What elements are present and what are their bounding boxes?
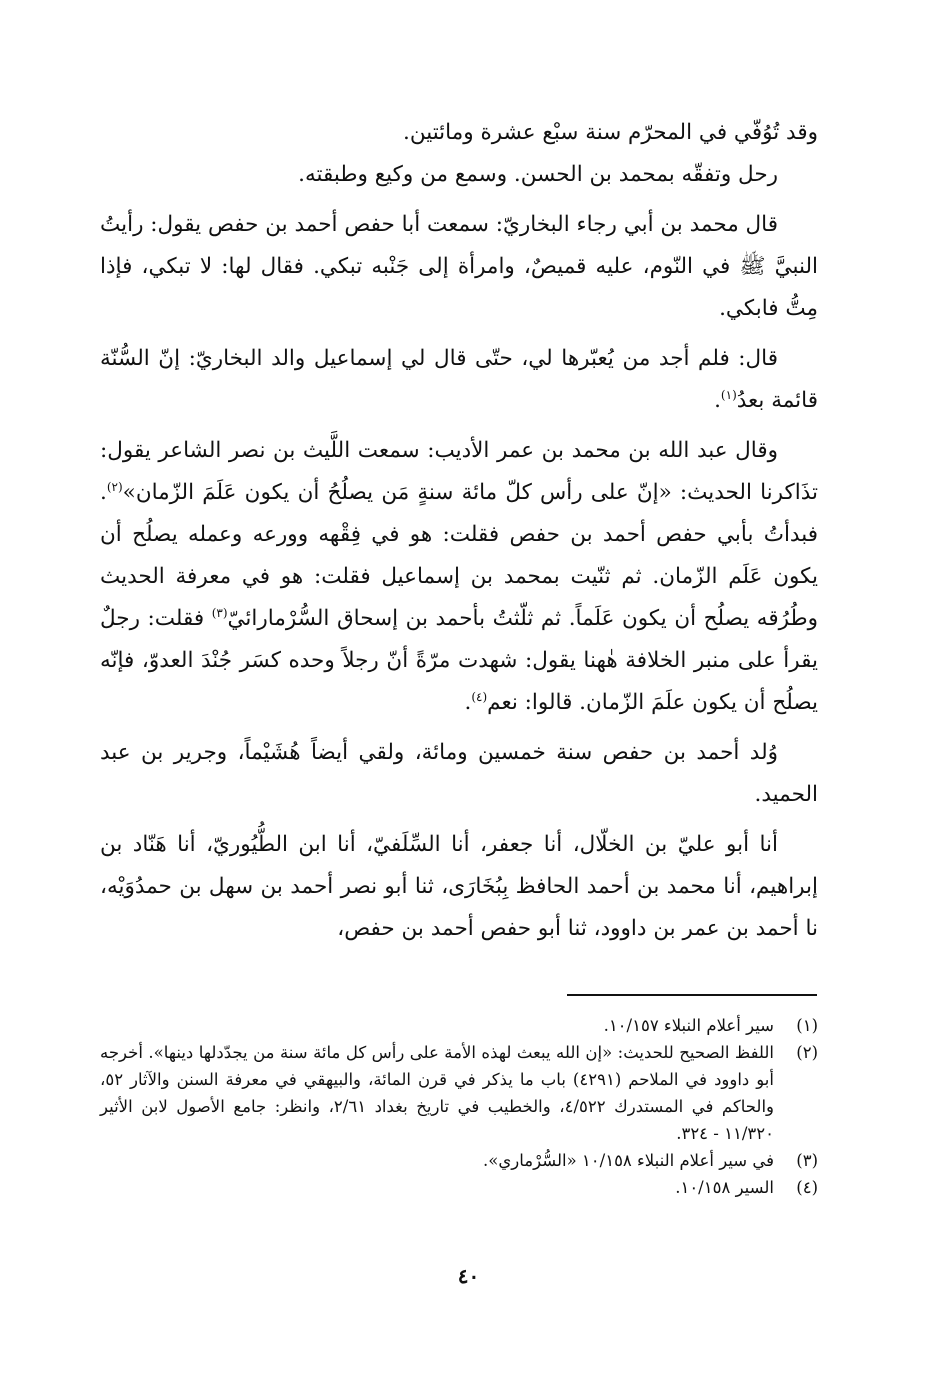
paragraph-4-end: . [714, 388, 721, 413]
paragraph-2 [100, 154, 818, 196]
footnote-ref-2: (٢) [106, 479, 123, 494]
footnote-1 [100, 1012, 818, 1039]
footnote-number: (١) [796, 1016, 818, 1035]
paragraph-2-text: رحل وتفقّه بمحمد بن الحسن. وسمع من وكيع وطبقته. [298, 162, 778, 187]
footnote-3 [100, 1147, 818, 1174]
footnotes [100, 1012, 818, 1201]
paragraph-6-text: وُلد أحمد بن حفص سنة خمسين ومائة، ولقي أيضاً هُشَيْماً، وجرير بن عبد الحميد. [100, 740, 818, 807]
paragraph-1-text: وقد تُوُفّي في المحرّم سنة سبْع عشرة ومائتين. [403, 120, 818, 145]
paragraph-5 [100, 430, 818, 724]
paragraph-5-end: . [464, 690, 472, 715]
paragraph-3 [100, 204, 818, 330]
paragraph-5-text-c: فقلت: رجلٌ يقرأ على منبر الخلافة هٰهنا يقول: شهدت مرّةً أنّ رجلاً وحده كسَر جُنْدَ العدوّ، فإنّه يصلُح أن يكون علَمَ الزّمان. قالوا: نعم [100, 606, 818, 715]
footnote-4 [100, 1174, 818, 1201]
footnote-number: (٣) [796, 1151, 818, 1170]
footnote-number: (٤) [796, 1178, 818, 1197]
footnote-text: السير ١٠/١٥٨. [675, 1178, 774, 1197]
footnote-text: في سير أعلام النبلاء ١٠/١٥٨ «السُّرْماري». [483, 1151, 774, 1170]
footnote-2 [100, 1039, 818, 1147]
main-text [100, 112, 818, 958]
paragraph-6 [100, 732, 818, 816]
footnote-ref-4: (٤) [471, 689, 488, 704]
footnote-divider [567, 994, 817, 996]
paragraph-1 [100, 112, 818, 154]
page-number: ٤٠ [457, 1264, 480, 1288]
footnote-number: (٢) [796, 1043, 818, 1062]
paragraph-7 [100, 824, 818, 950]
paragraph-4 [100, 338, 818, 422]
footnote-text: سير أعلام النبلاء ١٠/١٥٧. [603, 1016, 774, 1035]
footnote-ref-1: (١) [720, 387, 737, 402]
paragraph-4-text: قال: فلم أجد من يُعبّرها لي، حتّى قال لي إسماعيل والد البخاريّ: إنّ السُّنّة قائمة بعدُ [100, 346, 818, 413]
paragraph-5-text-b: . فبدأتُ بأبي حفص أحمد بن حفص فقلت: هو في فِقْهه وورعه وعمله يصلُح أن يكون عَلَم الزّمان. ثم ثنّيت بمحمد بن إسماعيل فقلت: هو في معرفة الحديث وطُرُقه يصلُح أن يكون عَلَماً. ثم ثلّثتُ بأحمد بن إسحاق السُّرْمارائيّ [100, 480, 818, 631]
paragraph-5-text-a: وقال عبد الله بن محمد بن عمر الأديب: سمعت اللَّيث بن نصر الشاعر يقول: تذَاكرنا الحديث: «إنّ على رأس كلّ مائة سنةٍ مَن يصلُحُ أن يكون عَلَمَ الزّمان» [100, 438, 818, 505]
paragraph-7-text: أنا أبو عليّ بن الخلّال، أنا جعفر، أنا السِّلَفيّ، أنا ابن الطُّيُوريّ، أنا هَنّاد بن إبراهيم، أنا محمد بن أحمد الحافظ بِبُخَارَى، ثنا أبو نصر أحمد بن سهل بن حمدُوَيْه، نا أحمد بن عمر بن داوود، ثنا أبو حفص أحمد بن حفص، [100, 832, 818, 941]
footnote-text: اللفظ الصحيح للحديث: «إن الله يبعث لهذه الأمة على رأس كل مائة سنة من يجدّدلها دينها». أخرجه أبو داوود في الملاحم (٤٢٩١) باب ما يذكر في قرن المائة، والبيهقي في معرفة السنن والآثار ٥٢، والحاكم في المستدرك ٤/٥٢٢، والخطيب في تاريخ بغداد ٢/٦١، وانظر: جامع الأصول لابن الأثير ١١/٣٢٠ - ٣٢٤. [100, 1043, 774, 1143]
paragraph-3-text: قال محمد بن أبي رجاء البخاريّ: سمعت أبا حفص أحمد بن حفص يقول: رأيتُ النبيَّ ﷺ في النّوم، عليه قميصٌ، وامرأة إلى جَنْبه تبكي. فقال لها: لا تبكي، فإذا مِتُّ فابكي. [100, 212, 818, 321]
footnote-ref-3: (٣) [211, 605, 228, 620]
